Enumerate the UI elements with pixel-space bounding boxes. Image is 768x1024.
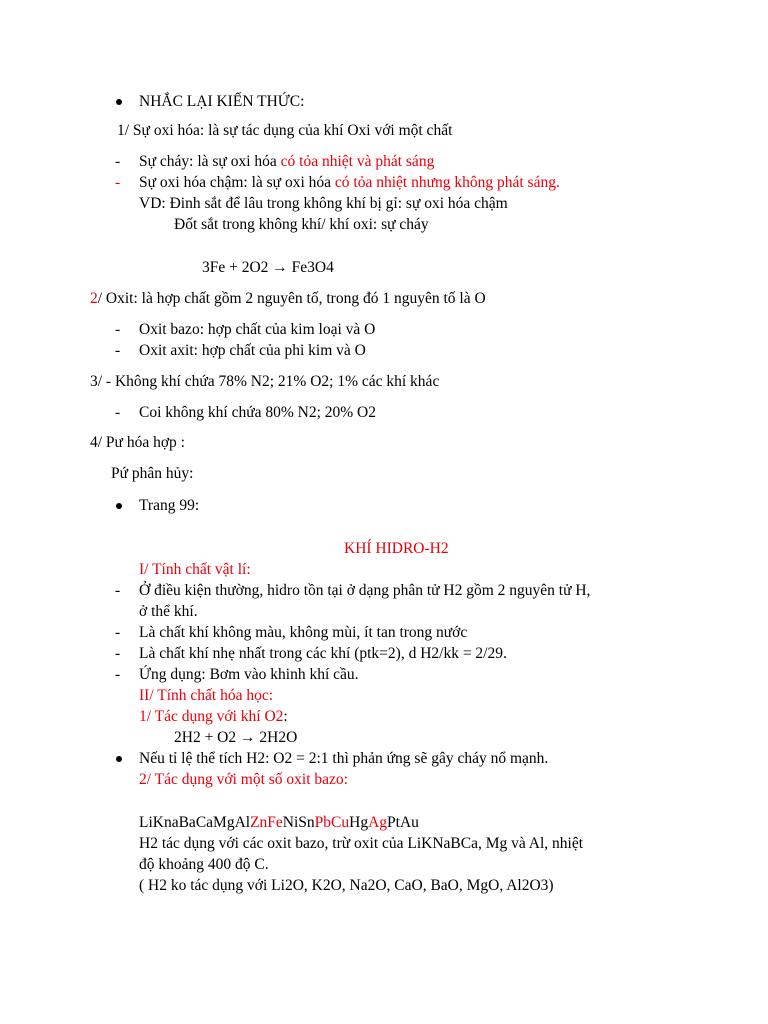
dash-marker: - (115, 666, 121, 683)
section-4-sub: Pứ phân hủy: (111, 465, 194, 482)
hidro-text-3: ( H2 ko tác dụng với Li2O, K2O, Na2O, CaO, BaO, MgO, Al2O3) (139, 877, 554, 894)
dash-marker: - (115, 624, 121, 641)
s2-item-2: Oxit axit: hợp chất của phi kim và O (139, 342, 366, 359)
hidro-physical-item-3: Là chất khí nhẹ nhất trong các khí (ptk=2), d H2/kk = 2/29. (139, 645, 507, 662)
s3-item-1: Coi không khí chứa 80% N2; 20% O2 (139, 404, 377, 421)
bullet-dot (116, 756, 122, 762)
hidro-chemical-note: Nếu tỉ lệ thể tích H2: O2 = 2:1 thì phản ứng sẽ gây cháy nổ mạnh. (139, 750, 549, 767)
dash-marker: - (115, 404, 121, 421)
activity-series: LiKnaBaCaMgAlZnFeNiSnPbCuHgAgPtAu (139, 814, 419, 831)
hidro-physical-heading: I/ Tính chất vật lí: (139, 561, 251, 578)
hidro-physical-item-4: Ứng dụng: Bơm vào khinh khí cầu. (139, 666, 359, 683)
section-4-heading: 4/ Pư hóa hợp : (90, 434, 185, 451)
hidro-chemical-sub-2: 2/ Tác dụng với một số oxit bazo: (139, 771, 348, 788)
s2-item-1: Oxit bazo: hợp chất của kim loại và O (139, 321, 376, 338)
s1-item-slow-oxidation: Sự oxi hóa chậm: là sự oxi hóa có tỏa nhiệt nhưng không phát sáng. (139, 174, 560, 191)
dash-marker: - (115, 582, 121, 599)
dash-marker: - (115, 321, 121, 338)
hidro-text-2: độ khoảng 400 độ C. (139, 856, 269, 873)
hidro-title: KHÍ HIDRO-H2 (344, 540, 449, 557)
hidro-physical-item-1a: Ở điều kiện thường, hidro tồn tại ở dạng phân tử H2 gồm 2 nguyên tử H, (139, 582, 591, 599)
dash-marker: - (115, 342, 121, 359)
hidro-chemical-equation: 2H2 + O2 → 2H2O (174, 729, 298, 746)
section-4-bullet: Trang 99: (139, 497, 200, 514)
hidro-text-1: H2 tác dụng với các oxit bazo, trừ oxit của LiKNaBCa, Mg và Al, nhiệt (139, 835, 584, 852)
dash-marker: - (115, 174, 121, 191)
dash-marker: - (115, 645, 121, 662)
s1-item-combustion: Sự cháy: là sự oxi hóa có tỏa nhiệt và phát sáng (139, 153, 435, 170)
section-3-heading: 3/ - Không khí chứa 78% N2; 21% O2; 1% các khí khác (90, 373, 440, 390)
hidro-physical-item-2: Là chất khí không màu, không mùi, ít tan trong nước (139, 624, 468, 641)
section-1-heading: 1/ Sự oxi hóa: là sự tác dụng của khí Oxi với một chất (117, 122, 453, 139)
bullet-dot (116, 503, 122, 509)
hidro-chemical-heading: II/ Tính chất hóa học: (139, 687, 274, 704)
s1-equation: 3Fe + 2O2 → Fe3O4 (202, 259, 334, 276)
s1-example-1: VD: Đinh sắt để lâu trong không khí bị gỉ: sự oxi hóa chậm (139, 195, 508, 212)
hidro-chemical-sub-1: 1/ Tác dụng với khí O2: (139, 708, 288, 725)
dash-marker: - (115, 153, 121, 170)
page-title: NHẮC LẠI KIẾN THỨC: (139, 93, 305, 110)
s1-example-2: Đốt sắt trong không khí/ khí oxi: sự cháy (174, 216, 429, 233)
section-2-heading: 2/ Oxit: là hợp chất gồm 2 nguyên tố, trong đó 1 nguyên tố là O (90, 290, 486, 307)
bullet-dot (116, 99, 122, 105)
hidro-physical-item-1b: ở thể khí. (139, 603, 198, 620)
